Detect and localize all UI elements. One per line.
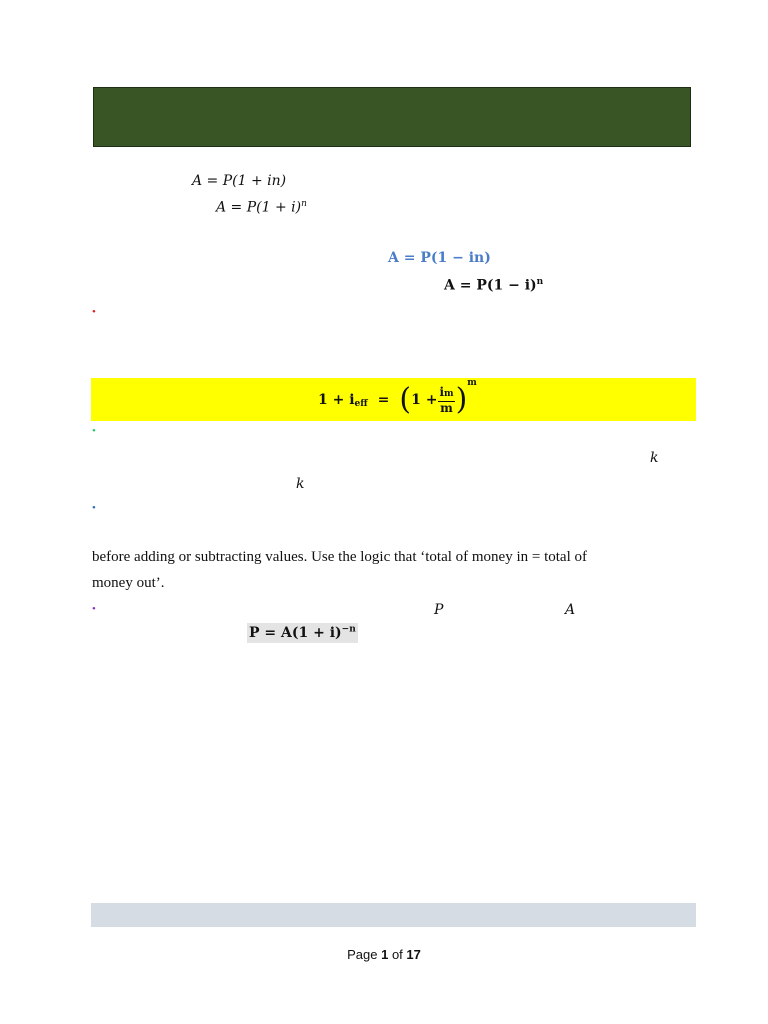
variable-a: A — [565, 602, 576, 618]
variable-k: k — [296, 476, 305, 492]
simple-decay-formula: A = P(1 − in) — [388, 250, 491, 266]
body-text-line: money out’. — [92, 575, 165, 591]
effective-rate-formula: 1 + i eff = ( 1 + $\frac{im}{m}$ ) m — [318, 378, 477, 417]
footer-band — [91, 903, 696, 927]
bullet-red: • — [92, 306, 96, 318]
bullet-purple: • — [92, 603, 96, 615]
compound-interest-formula: $A = P(1 + i)^n$ — [216, 199, 307, 216]
compound-decay-formula: $A = P(1 - i)^n$ — [444, 277, 544, 294]
bullet-green: • — [92, 425, 96, 437]
simple-interest-formula: A = P(1 + in) — [192, 173, 287, 189]
present-value-formula: $P = A(1 + i)^{-n}$ — [249, 624, 356, 641]
variable-p: P — [434, 602, 444, 618]
header-bar — [93, 87, 691, 147]
page-number: Page 1 of 17 — [347, 947, 421, 962]
bullet-blue: • — [92, 502, 96, 514]
variable-k: k — [650, 450, 659, 466]
body-text-line: before adding or subtracting values. Use the logic that ‘total of money in = total of — [92, 549, 587, 565]
rate-fraction: $\frac{im}{m}$ — [439, 384, 454, 415]
